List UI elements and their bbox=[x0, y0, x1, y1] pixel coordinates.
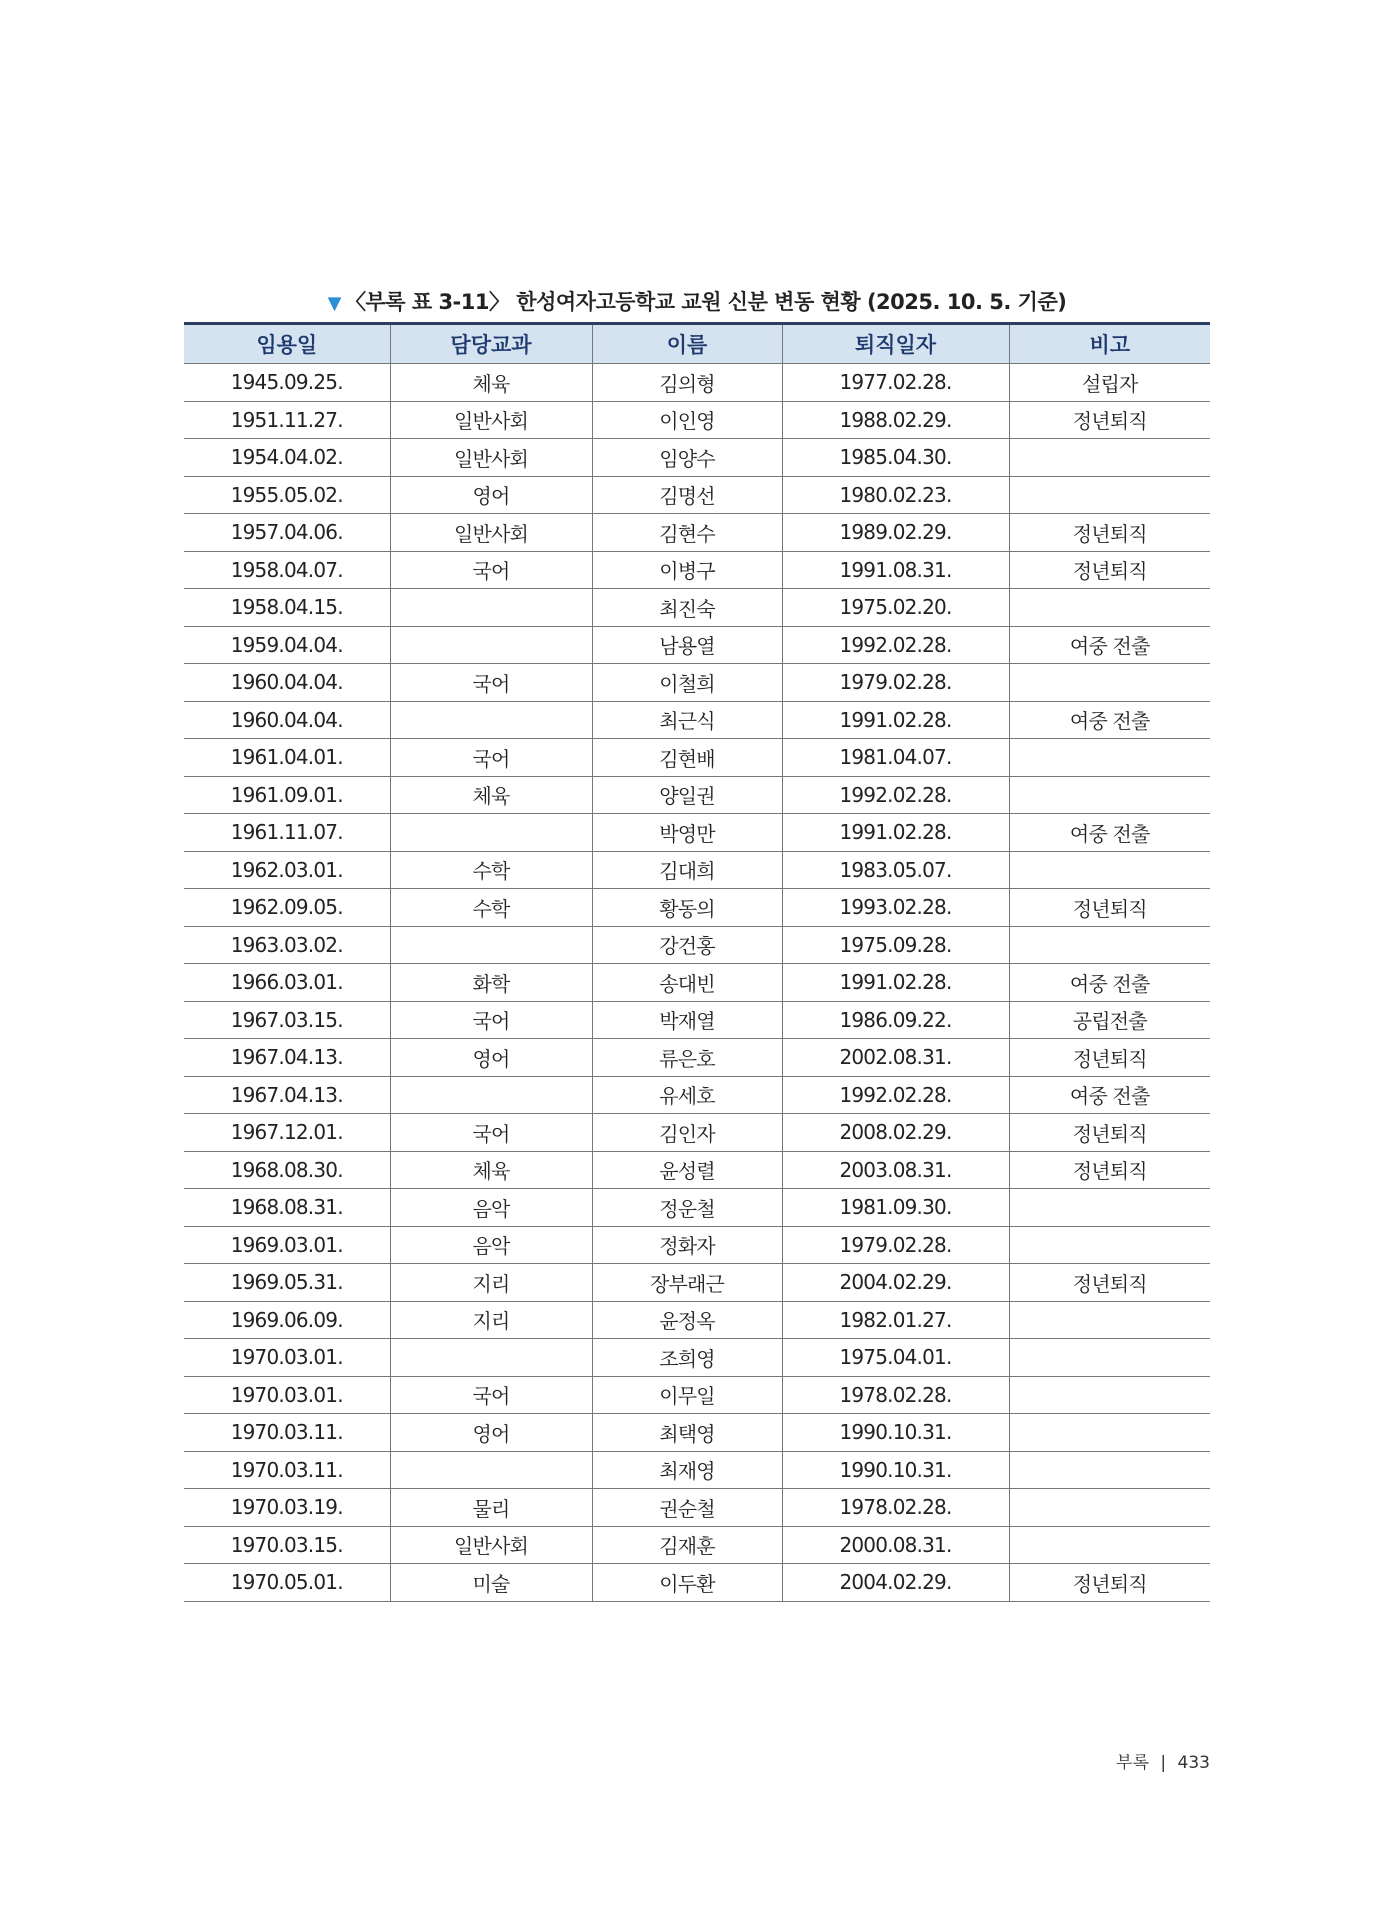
table-row bbox=[184, 626, 1210, 664]
cell-hire-date: 1969.06.09. bbox=[184, 1301, 390, 1339]
cell-retire-date: 2008.02.29. bbox=[782, 1114, 1009, 1152]
cell-retire-date: 1992.02.28. bbox=[782, 1076, 1009, 1114]
cell-note bbox=[1009, 776, 1210, 814]
table-row bbox=[184, 1189, 1210, 1227]
cell-hire-date: 1960.04.04. bbox=[184, 664, 390, 702]
cell-retire-date: 1991.02.28. bbox=[782, 701, 1009, 739]
cell-hire-date: 1967.03.15. bbox=[184, 1001, 390, 1039]
cell-name: 최근식 bbox=[592, 701, 782, 739]
cell-retire-date: 1979.02.28. bbox=[782, 664, 1009, 702]
table-row bbox=[184, 1301, 1210, 1339]
cell-hire-date: 1960.04.04. bbox=[184, 701, 390, 739]
cell-name: 강건홍 bbox=[592, 926, 782, 964]
cell-subject: 영어 bbox=[390, 1414, 592, 1452]
table-title: 〈부록 표 3-11〉 한성여자고등학교 교원 신분 변동 현황 (2025. 10. 5. 기준) bbox=[344, 290, 1067, 314]
cell-retire-date: 2004.02.29. bbox=[782, 1264, 1009, 1302]
cell-hire-date: 1962.03.01. bbox=[184, 851, 390, 889]
table-row bbox=[184, 814, 1210, 852]
cell-subject: 일반사회 bbox=[390, 1526, 592, 1564]
cell-name: 최택영 bbox=[592, 1414, 782, 1452]
cell-name: 권순철 bbox=[592, 1489, 782, 1527]
cell-retire-date: 1990.10.31. bbox=[782, 1414, 1009, 1452]
cell-name: 윤성렬 bbox=[592, 1151, 782, 1189]
cell-hire-date: 1970.03.01. bbox=[184, 1376, 390, 1414]
col-header-subject: 담당교과 bbox=[390, 324, 592, 364]
cell-hire-date: 1970.03.19. bbox=[184, 1489, 390, 1527]
table-row bbox=[184, 439, 1210, 477]
cell-subject: 체육 bbox=[390, 776, 592, 814]
cell-hire-date: 1970.03.11. bbox=[184, 1451, 390, 1489]
table-row bbox=[184, 1151, 1210, 1189]
cell-name: 최재영 bbox=[592, 1451, 782, 1489]
cell-note: 여중 전출 bbox=[1009, 964, 1210, 1002]
table-row bbox=[184, 1564, 1210, 1602]
col-header-hire-date: 임용일 bbox=[184, 324, 390, 364]
cell-hire-date: 1967.12.01. bbox=[184, 1114, 390, 1152]
cell-note bbox=[1009, 926, 1210, 964]
table-row bbox=[184, 1451, 1210, 1489]
cell-subject bbox=[390, 1451, 592, 1489]
table-row bbox=[184, 476, 1210, 514]
table-row bbox=[184, 1489, 1210, 1527]
cell-subject: 일반사회 bbox=[390, 439, 592, 477]
cell-retire-date: 1989.02.29. bbox=[782, 514, 1009, 552]
table-row bbox=[184, 551, 1210, 589]
cell-retire-date: 2002.08.31. bbox=[782, 1039, 1009, 1077]
cell-name: 조희영 bbox=[592, 1339, 782, 1377]
table-header-row bbox=[184, 324, 1210, 364]
cell-subject: 일반사회 bbox=[390, 401, 592, 439]
table-row bbox=[184, 889, 1210, 927]
cell-note bbox=[1009, 664, 1210, 702]
cell-subject: 물리 bbox=[390, 1489, 592, 1527]
table-caption bbox=[184, 286, 1210, 316]
cell-note: 여중 전출 bbox=[1009, 814, 1210, 852]
cell-hire-date: 1961.04.01. bbox=[184, 739, 390, 777]
cell-subject: 수학 bbox=[390, 889, 592, 927]
table-row bbox=[184, 926, 1210, 964]
cell-note bbox=[1009, 1414, 1210, 1452]
cell-note bbox=[1009, 476, 1210, 514]
cell-subject: 국어 bbox=[390, 1114, 592, 1152]
cell-retire-date: 1985.04.30. bbox=[782, 439, 1009, 477]
cell-hire-date: 1958.04.07. bbox=[184, 551, 390, 589]
cell-note: 정년퇴직 bbox=[1009, 401, 1210, 439]
cell-note: 정년퇴직 bbox=[1009, 551, 1210, 589]
cell-name: 정화자 bbox=[592, 1226, 782, 1264]
cell-name: 박재열 bbox=[592, 1001, 782, 1039]
cell-note bbox=[1009, 1526, 1210, 1564]
cell-name: 임양수 bbox=[592, 439, 782, 477]
cell-hire-date: 1968.08.30. bbox=[184, 1151, 390, 1189]
cell-retire-date: 1991.02.28. bbox=[782, 964, 1009, 1002]
table-row bbox=[184, 1376, 1210, 1414]
table-row bbox=[184, 739, 1210, 777]
table-row bbox=[184, 1264, 1210, 1302]
cell-note bbox=[1009, 1189, 1210, 1227]
cell-name: 김의형 bbox=[592, 364, 782, 402]
cell-subject: 국어 bbox=[390, 1376, 592, 1414]
cell-note: 정년퇴직 bbox=[1009, 1264, 1210, 1302]
cell-subject: 국어 bbox=[390, 1001, 592, 1039]
cell-name: 이인영 bbox=[592, 401, 782, 439]
cell-retire-date: 1992.02.28. bbox=[782, 776, 1009, 814]
page-footer bbox=[1116, 1748, 1210, 1773]
cell-hire-date: 1970.03.11. bbox=[184, 1414, 390, 1452]
cell-hire-date: 1970.05.01. bbox=[184, 1564, 390, 1602]
cell-hire-date: 1963.03.02. bbox=[184, 926, 390, 964]
table-row bbox=[184, 514, 1210, 552]
col-header-name: 이름 bbox=[592, 324, 782, 364]
cell-retire-date: 1980.02.23. bbox=[782, 476, 1009, 514]
cell-subject: 국어 bbox=[390, 551, 592, 589]
cell-note: 정년퇴직 bbox=[1009, 1564, 1210, 1602]
cell-retire-date: 1986.09.22. bbox=[782, 1001, 1009, 1039]
table-row bbox=[184, 1414, 1210, 1452]
footer-separator: | bbox=[1160, 1753, 1167, 1773]
cell-subject bbox=[390, 701, 592, 739]
cell-note: 여중 전출 bbox=[1009, 1076, 1210, 1114]
cell-hire-date: 1969.03.01. bbox=[184, 1226, 390, 1264]
cell-hire-date: 1966.03.01. bbox=[184, 964, 390, 1002]
cell-retire-date: 1978.02.28. bbox=[782, 1376, 1009, 1414]
cell-note bbox=[1009, 1339, 1210, 1377]
cell-hire-date: 1954.04.02. bbox=[184, 439, 390, 477]
cell-retire-date: 1983.05.07. bbox=[782, 851, 1009, 889]
cell-retire-date: 1981.04.07. bbox=[782, 739, 1009, 777]
cell-subject: 영어 bbox=[390, 476, 592, 514]
cell-name: 황동의 bbox=[592, 889, 782, 927]
cell-name: 이무일 bbox=[592, 1376, 782, 1414]
table-row bbox=[184, 1039, 1210, 1077]
cell-hire-date: 1967.04.13. bbox=[184, 1039, 390, 1077]
cell-hire-date: 1970.03.15. bbox=[184, 1526, 390, 1564]
cell-retire-date: 1977.02.28. bbox=[782, 364, 1009, 402]
cell-hire-date: 1970.03.01. bbox=[184, 1339, 390, 1377]
page-number: 433 bbox=[1177, 1753, 1210, 1773]
cell-retire-date: 1991.08.31. bbox=[782, 551, 1009, 589]
cell-retire-date: 1990.10.31. bbox=[782, 1451, 1009, 1489]
table-row bbox=[184, 701, 1210, 739]
cell-name: 양일권 bbox=[592, 776, 782, 814]
cell-hire-date: 1961.11.07. bbox=[184, 814, 390, 852]
cell-note bbox=[1009, 1301, 1210, 1339]
cell-hire-date: 1969.05.31. bbox=[184, 1264, 390, 1302]
cell-note: 정년퇴직 bbox=[1009, 889, 1210, 927]
table-row bbox=[184, 1226, 1210, 1264]
cell-note bbox=[1009, 1451, 1210, 1489]
cell-subject: 미술 bbox=[390, 1564, 592, 1602]
cell-note: 여중 전출 bbox=[1009, 701, 1210, 739]
cell-subject: 체육 bbox=[390, 364, 592, 402]
cell-subject: 지리 bbox=[390, 1264, 592, 1302]
footer-section: 부록 bbox=[1116, 1753, 1149, 1773]
cell-note bbox=[1009, 851, 1210, 889]
cell-hire-date: 1968.08.31. bbox=[184, 1189, 390, 1227]
cell-retire-date: 2003.08.31. bbox=[782, 1151, 1009, 1189]
cell-retire-date: 1992.02.28. bbox=[782, 626, 1009, 664]
cell-note: 설립자 bbox=[1009, 364, 1210, 402]
cell-subject bbox=[390, 589, 592, 627]
table-row bbox=[184, 401, 1210, 439]
cell-name: 김현수 bbox=[592, 514, 782, 552]
cell-note: 정년퇴직 bbox=[1009, 1151, 1210, 1189]
cell-subject: 영어 bbox=[390, 1039, 592, 1077]
cell-retire-date: 1993.02.28. bbox=[782, 889, 1009, 927]
cell-subject bbox=[390, 1076, 592, 1114]
cell-name: 송대빈 bbox=[592, 964, 782, 1002]
cell-name: 김명선 bbox=[592, 476, 782, 514]
table-row bbox=[184, 776, 1210, 814]
table-row bbox=[184, 1076, 1210, 1114]
cell-name: 남용열 bbox=[592, 626, 782, 664]
cell-name: 김대희 bbox=[592, 851, 782, 889]
cell-note: 정년퇴직 bbox=[1009, 514, 1210, 552]
cell-retire-date: 2004.02.29. bbox=[782, 1564, 1009, 1602]
cell-note: 여중 전출 bbox=[1009, 626, 1210, 664]
cell-retire-date: 1975.02.20. bbox=[782, 589, 1009, 627]
cell-subject: 국어 bbox=[390, 739, 592, 777]
cell-subject: 국어 bbox=[390, 664, 592, 702]
cell-retire-date: 1979.02.28. bbox=[782, 1226, 1009, 1264]
cell-hire-date: 1958.04.15. bbox=[184, 589, 390, 627]
table-row bbox=[184, 964, 1210, 1002]
cell-name: 류은호 bbox=[592, 1039, 782, 1077]
cell-name: 이병구 bbox=[592, 551, 782, 589]
cell-retire-date: 2000.08.31. bbox=[782, 1526, 1009, 1564]
cell-subject bbox=[390, 814, 592, 852]
cell-subject: 지리 bbox=[390, 1301, 592, 1339]
table-row bbox=[184, 1339, 1210, 1377]
cell-name: 김재훈 bbox=[592, 1526, 782, 1564]
cell-hire-date: 1961.09.01. bbox=[184, 776, 390, 814]
cell-name: 박영만 bbox=[592, 814, 782, 852]
cell-name: 김현배 bbox=[592, 739, 782, 777]
cell-hire-date: 1967.04.13. bbox=[184, 1076, 390, 1114]
teacher-status-table bbox=[184, 322, 1210, 1602]
table-row bbox=[184, 364, 1210, 402]
cell-name: 유세호 bbox=[592, 1076, 782, 1114]
cell-hire-date: 1959.04.04. bbox=[184, 626, 390, 664]
cell-note: 공립전출 bbox=[1009, 1001, 1210, 1039]
cell-note: 정년퇴직 bbox=[1009, 1039, 1210, 1077]
table-row bbox=[184, 589, 1210, 627]
cell-name: 이철희 bbox=[592, 664, 782, 702]
cell-subject: 음악 bbox=[390, 1226, 592, 1264]
cell-subject bbox=[390, 1339, 592, 1377]
cell-retire-date: 1982.01.27. bbox=[782, 1301, 1009, 1339]
cell-retire-date: 1991.02.28. bbox=[782, 814, 1009, 852]
col-header-retire-date: 퇴직일자 bbox=[782, 324, 1009, 364]
cell-retire-date: 1978.02.28. bbox=[782, 1489, 1009, 1527]
cell-note: 정년퇴직 bbox=[1009, 1114, 1210, 1152]
cell-note bbox=[1009, 1226, 1210, 1264]
table-row bbox=[184, 1114, 1210, 1152]
cell-subject: 일반사회 bbox=[390, 514, 592, 552]
cell-hire-date: 1951.11.27. bbox=[184, 401, 390, 439]
cell-note bbox=[1009, 739, 1210, 777]
cell-hire-date: 1955.05.02. bbox=[184, 476, 390, 514]
table-row bbox=[184, 1001, 1210, 1039]
cell-name: 윤정옥 bbox=[592, 1301, 782, 1339]
cell-name: 정운철 bbox=[592, 1189, 782, 1227]
cell-hire-date: 1962.09.05. bbox=[184, 889, 390, 927]
cell-note bbox=[1009, 589, 1210, 627]
cell-subject: 화학 bbox=[390, 964, 592, 1002]
cell-note bbox=[1009, 1489, 1210, 1527]
cell-name: 김인자 bbox=[592, 1114, 782, 1152]
cell-retire-date: 1975.04.01. bbox=[782, 1339, 1009, 1377]
cell-subject: 수학 bbox=[390, 851, 592, 889]
triangle-down-icon: ▼ bbox=[327, 293, 341, 314]
cell-subject bbox=[390, 626, 592, 664]
cell-note bbox=[1009, 439, 1210, 477]
cell-subject: 체육 bbox=[390, 1151, 592, 1189]
cell-name: 최진숙 bbox=[592, 589, 782, 627]
table-row bbox=[184, 664, 1210, 702]
cell-retire-date: 1988.02.29. bbox=[782, 401, 1009, 439]
cell-retire-date: 1975.09.28. bbox=[782, 926, 1009, 964]
cell-subject: 음악 bbox=[390, 1189, 592, 1227]
table-row bbox=[184, 851, 1210, 889]
cell-name: 이두환 bbox=[592, 1564, 782, 1602]
cell-subject bbox=[390, 926, 592, 964]
cell-retire-date: 1981.09.30. bbox=[782, 1189, 1009, 1227]
cell-note bbox=[1009, 1376, 1210, 1414]
cell-name: 장부래근 bbox=[592, 1264, 782, 1302]
table-row bbox=[184, 1526, 1210, 1564]
col-header-note: 비고 bbox=[1009, 324, 1210, 364]
cell-hire-date: 1957.04.06. bbox=[184, 514, 390, 552]
cell-hire-date: 1945.09.25. bbox=[184, 364, 390, 402]
